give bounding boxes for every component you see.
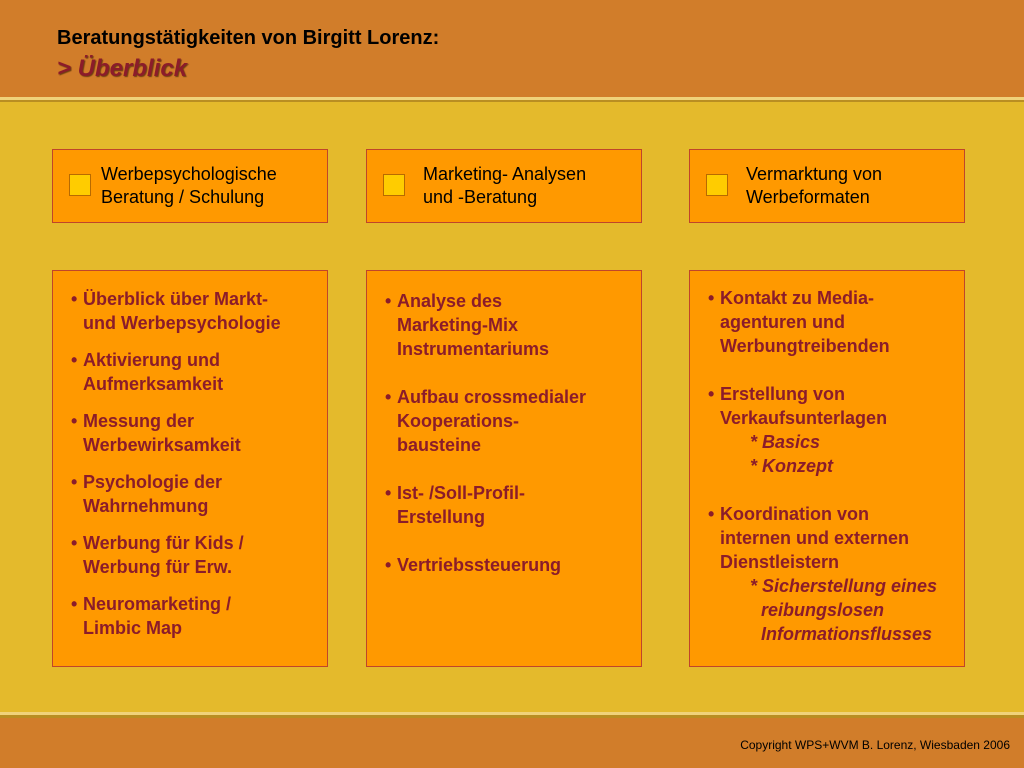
bullet-line: Marketing-Mix [397,315,519,335]
bullet-line: Werbung für Erw. [83,557,233,577]
heading-line: Werbepsychologische [101,164,277,184]
bullet-dot-icon: • [708,288,715,308]
bullet-line: Limbic Map [83,618,183,638]
bullet-item [71,287,321,335]
bullet-line: und Werbepsychologie [83,313,281,333]
heading-line: Vermarktung von [746,164,883,184]
bullet-dot-icon: • [385,291,392,311]
bullet-item [71,531,321,579]
bullet-line: Kooperations- [397,411,520,431]
bullet-line: Messung der [83,411,195,431]
bullet-line: bausteine [397,435,482,455]
bullet-list [385,289,635,601]
bullet-dot-icon: • [71,472,78,492]
bullet-line: Aufmerksamkeit [83,374,224,394]
bullet-dot-icon: • [385,387,392,407]
bullet-item [385,289,635,361]
header-divider-shadow [0,100,1024,102]
bullet-line: Ist- /Soll-Profil- [397,483,525,503]
bullet-item [71,348,321,396]
bullet-sub-line: Informationsflusses [761,624,933,644]
bullet-dot-icon: • [71,350,78,370]
heading-line: Werbeformaten [746,187,870,207]
slide-title: Beratungstätigkeiten von Birgitt Lorenz: [57,27,440,49]
bullet-line: Erstellung von [720,384,846,404]
bullet-line: internen und externen [720,528,910,548]
heading-box-werbepsychologie [52,149,328,223]
bullet-item [708,382,958,478]
bullet-dot-icon: • [71,533,78,553]
bullet-line: Instrumentariums [397,339,550,359]
bullet-item [385,385,635,457]
bullet-sub-line: * Basics [750,432,821,452]
bullet-dot-icon: • [71,594,78,614]
square-bullet-icon [69,174,91,196]
square-bullet-icon [706,174,728,196]
content-box-werbepsychologie [52,270,328,667]
bullet-line: Analyse des [397,291,503,311]
bullet-item [71,592,321,640]
heading-text [101,163,321,209]
heading-box-marketing [366,149,642,223]
bullet-line: Werbung für Kids / [83,533,244,553]
bullet-line: Kontakt zu Media- [720,288,875,308]
slide-subtitle: > Überblick [57,55,188,82]
bullet-dot-icon: • [708,504,715,524]
bullet-line: Psychologie der [83,472,223,492]
bullet-line: Vertriebssteuerung [397,555,562,575]
bullet-line: Aufbau crossmedialer [397,387,587,407]
bullet-list [71,287,321,653]
bullet-dot-icon: • [71,411,78,431]
bullet-line: Überblick über Markt- [83,289,269,309]
bullet-item [71,470,321,518]
bullet-line: Werbungtreibenden [720,336,890,356]
bullet-dot-icon: • [385,555,392,575]
copyright-text: Copyright WPS+WVM B. Lorenz, Wiesbaden 2006 [740,738,1010,752]
bullet-line: Dienstleistern [720,552,840,572]
bullet-item [708,286,958,358]
bullet-item [385,553,635,577]
bullet-line: Wahrnehmung [83,496,209,516]
content-box-marketing [366,270,642,667]
bullet-line: Aktivierung und [83,350,221,370]
heading-text [423,163,643,209]
heading-text [746,163,966,209]
bullet-dot-icon: • [71,289,78,309]
bullet-list [708,286,958,670]
bullet-line: Verkaufsunterlagen [720,408,888,428]
bullet-sub-line: * Sicherstellung eines [750,576,938,596]
heading-line: und -Beratung [423,187,538,207]
bullet-line: Koordination von [720,504,869,524]
bullet-dot-icon: • [708,384,715,404]
bullet-item [708,502,958,646]
bullet-line: Neuromarketing / [83,594,232,614]
bullet-item [71,409,321,457]
heading-line: Marketing- Analysen [423,164,587,184]
heading-line: Beratung / Schulung [101,187,265,207]
bullet-line: agenturen und [720,312,845,332]
bullet-line: Erstellung [397,507,486,527]
content-box-vermarktung [689,270,965,667]
bullet-dot-icon: • [385,483,392,503]
bullet-line: Werbewirksamkeit [83,435,241,455]
bullet-item [385,481,635,529]
heading-box-vermarktung [689,149,965,223]
bullet-sub-line: * Konzept [750,456,833,476]
square-bullet-icon [383,174,405,196]
bullet-sub-line: reibungslosen [761,600,885,620]
